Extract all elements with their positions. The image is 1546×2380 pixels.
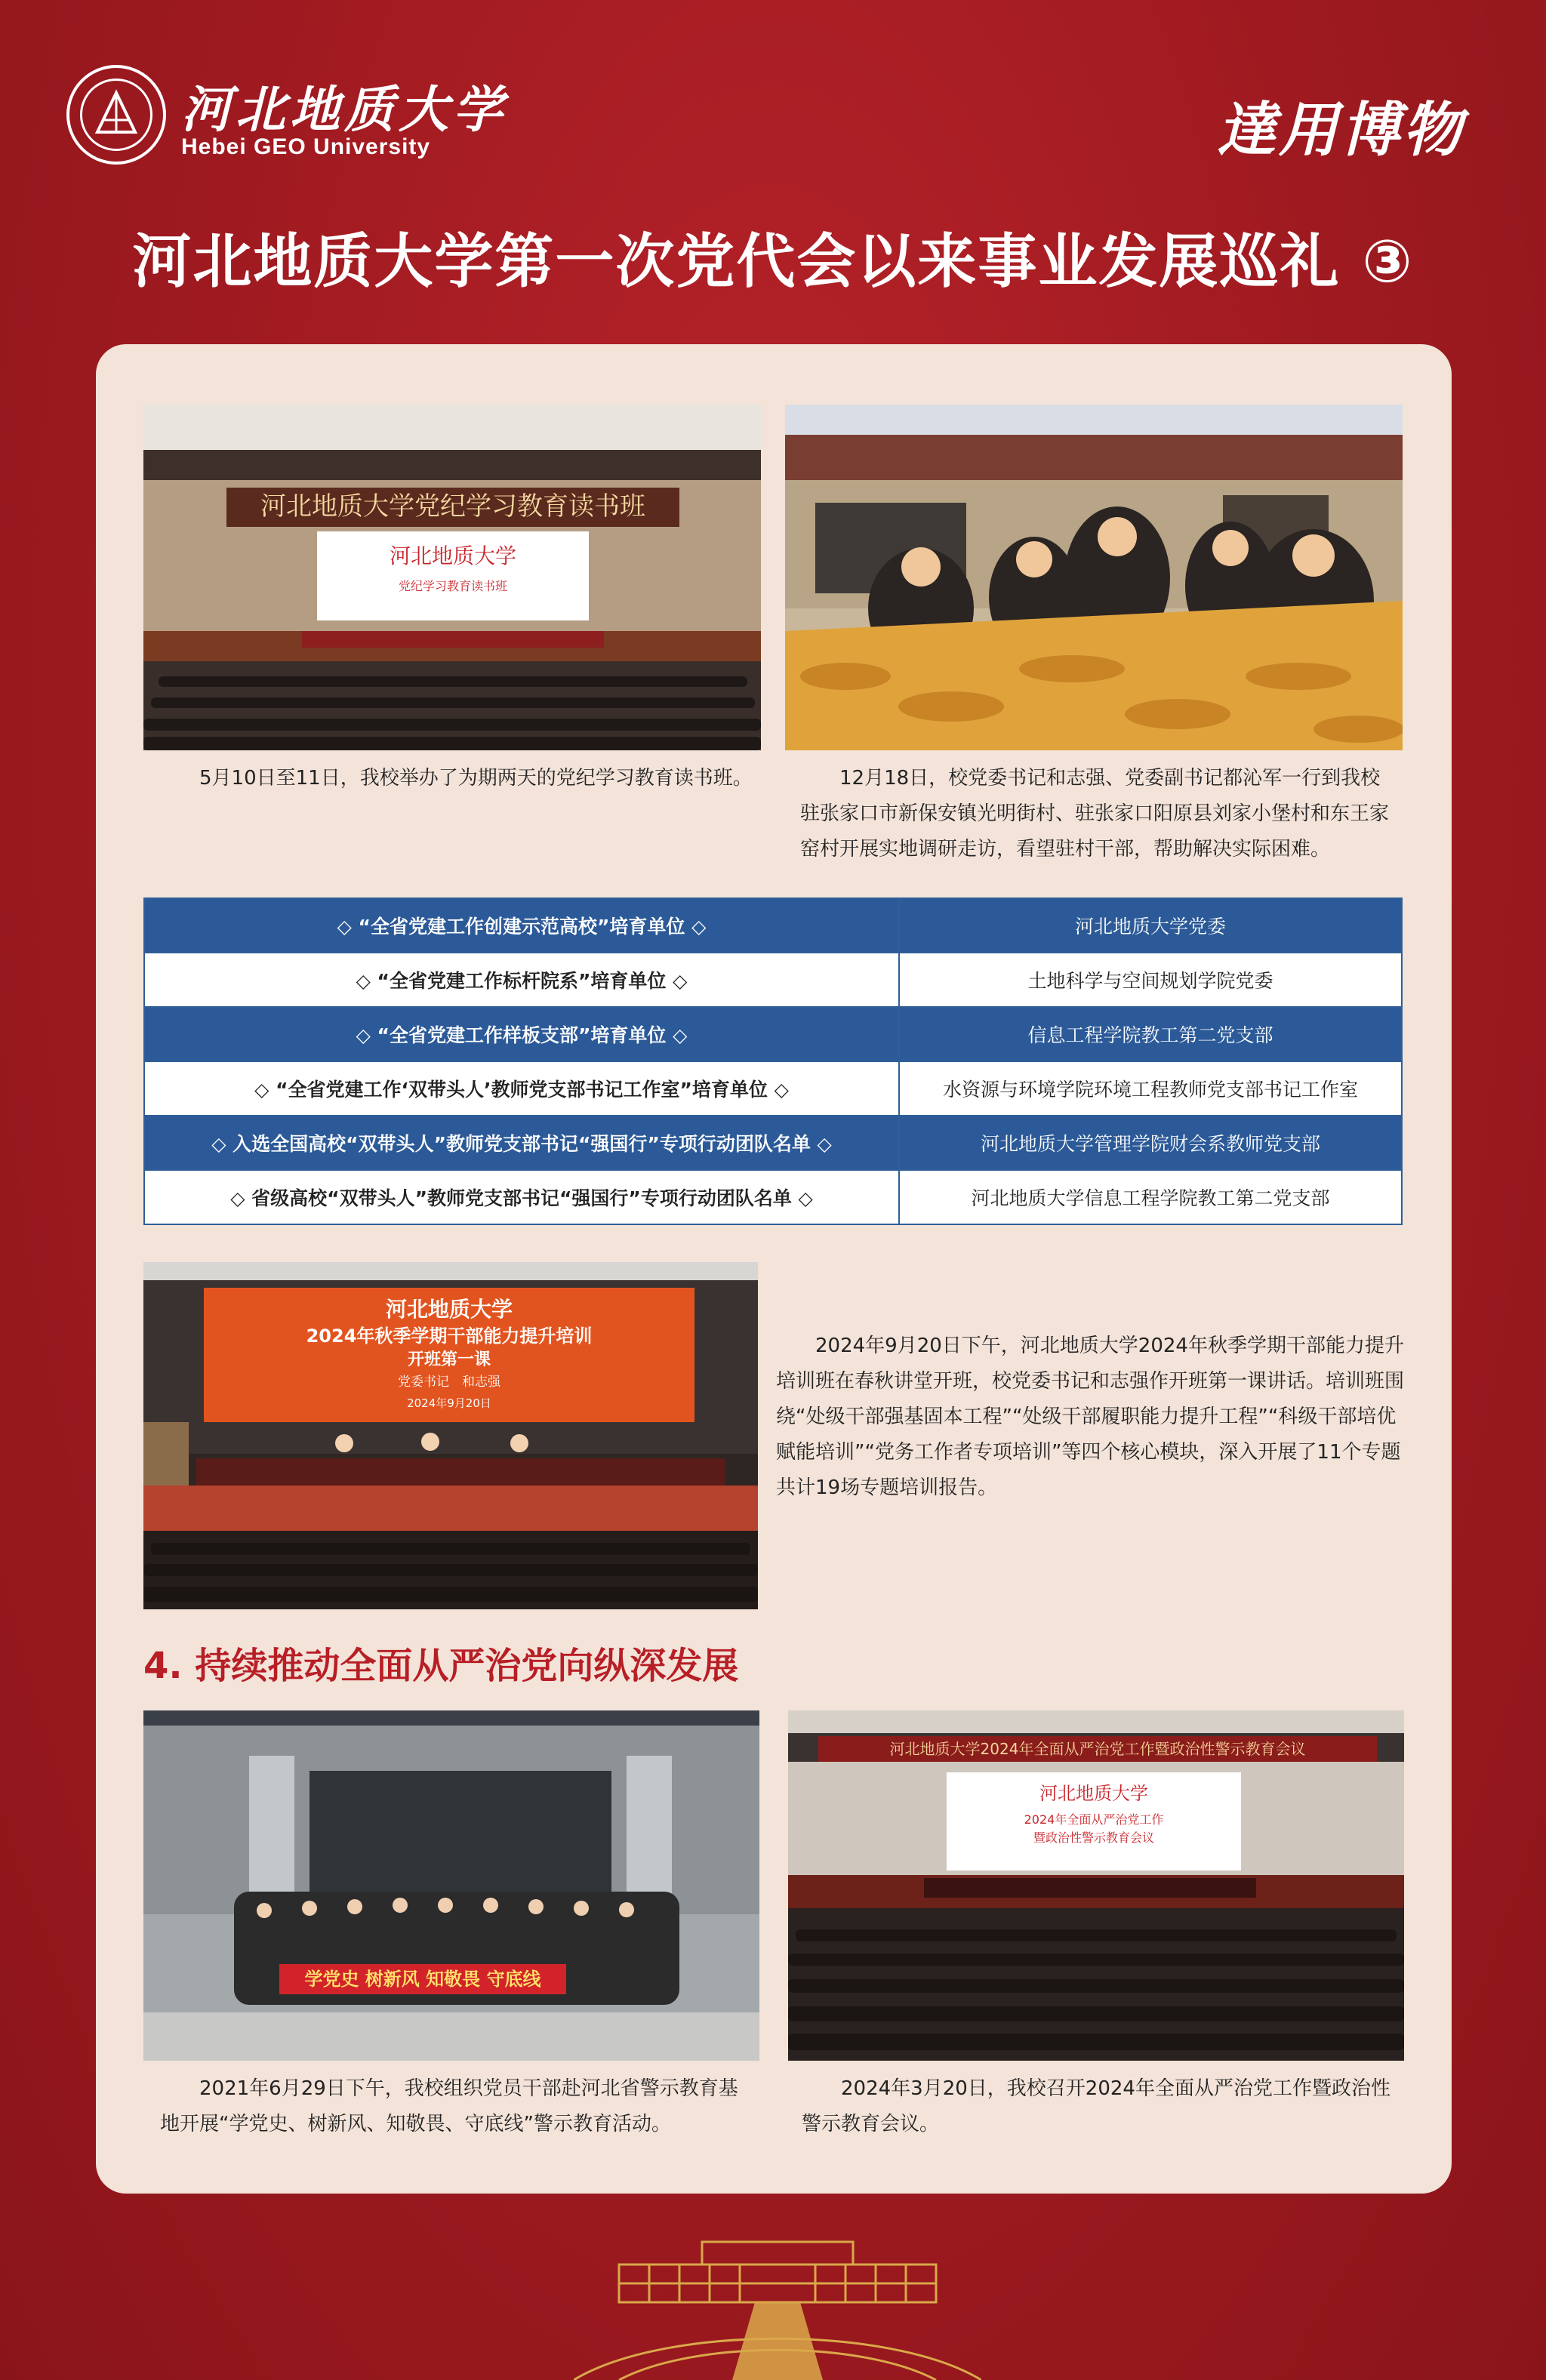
photo-warning-meeting	[788, 1710, 1404, 2061]
honor-unit: 河北地质大学管理学院财会系教师党支部	[899, 1116, 1402, 1170]
caption-village-visit: 12月18日，校党委书记和志强、党委副书记都沁军一行到我校驻张家口市新保安镇光明街村、驻张家口阳原县刘家小堡村和东王家窑村开展实地调研走访，看望驻村干部，帮助解决实际困难。	[800, 767, 1390, 861]
university-name-cn: 河北地质大学	[181, 80, 507, 139]
university-name-en: Hebei GEO University	[181, 134, 431, 159]
svg-text:河北地质大学: 河北地质大学	[385, 1297, 513, 1322]
page-title: 河北地质大学第一次党代会以来事业发展巡礼 ③	[132, 228, 1414, 296]
honor-unit: 河北地质大学党委	[899, 898, 1402, 953]
photo-group-warning-education	[143, 1710, 759, 2061]
caption-study-class: 5月10日至11日，我校举办了为期两天的党纪学习教育读书班。	[199, 767, 753, 790]
photo-training-class	[143, 1262, 758, 1609]
svg-text:河北地质大学: 河北地质大学	[389, 543, 517, 568]
svg-text:河北地质大学2024年全面从严治党工作暨政治性警示教育会议: 河北地质大学2024年全面从严治党工作暨政治性警示教育会议	[889, 1740, 1306, 1758]
table-row	[144, 1007, 1402, 1061]
svg-text:党纪学习教育读书班: 党纪学习教育读书班	[398, 579, 508, 593]
honors-table	[143, 898, 1403, 1225]
table-row	[144, 953, 1402, 1007]
svg-text:暨政治性警示教育会议: 暨政治性警示教育会议	[1033, 1830, 1155, 1845]
honor-unit: 土地科学与空间规划学院党委	[899, 953, 1402, 1007]
calligraphy-motto: 達用博物	[1216, 96, 1464, 165]
svg-text:2024年秋季学期干部能力提升培训: 2024年秋季学期干部能力提升培训	[306, 1325, 593, 1347]
honor-title: ◇ “全省党建工作标杆院系”培育单位 ◇	[144, 953, 899, 1007]
caption-warning-meeting: 2024年3月20日，我校召开2024年全面从严治党工作暨政治性警示教育会议。	[802, 2077, 1390, 2135]
caption-group-warning-education: 2021年6月29日下午，我校组织党员干部赴河北省警示教育基地开展“学党史、树新风、知敬畏、守底线”警示教育活动。	[160, 2077, 738, 2135]
table-row	[144, 1170, 1402, 1224]
mountain-logo-icon	[90, 88, 143, 141]
caption-training-class: 2024年9月20日下午，河北地质大学2024年秋季学期干部能力提升培训班在春秋讲堂开班，校党委书记和志强作开班第一课讲话。培训班围绕“处级干部强基固本工程”“处级干部履职能力提升工程”“科级干部培优赋能培训”“党务工作者专项培训”等四个核心模块，深入开展了11个专题共计19场专题培训报告。	[776, 1335, 1405, 1499]
svg-text:开班第一课: 开班第一课	[407, 1350, 491, 1369]
photo-study-class	[143, 405, 761, 750]
photo-village-visit	[785, 405, 1403, 750]
honor-title: ◇ 省级高校“双带头人”教师党支部书记“强国行”专项行动团队名单 ◇	[144, 1170, 899, 1224]
banner-text: 河北地质大学党纪学习教育读书班	[260, 491, 645, 522]
svg-text:2024年9月20日: 2024年9月20日	[407, 1396, 491, 1410]
table-row	[144, 898, 1402, 953]
honor-unit: 河北地质大学信息工程学院教工第二党支部	[899, 1170, 1402, 1224]
university-logo	[66, 65, 166, 165]
svg-text:2024年全面从严治党工作: 2024年全面从严治党工作	[1024, 1812, 1164, 1827]
honor-title: ◇ “全省党建工作样板支部”培育单位 ◇	[144, 1007, 899, 1061]
svg-text:学党史 树新风 知敬畏 守底线: 学党史 树新风 知敬畏 守底线	[304, 1969, 541, 1990]
honor-title: ◇ “全省党建工作创建示范高校”培育单位 ◇	[144, 898, 899, 953]
svg-text:党委书记 和志强: 党委书记 和志强	[398, 1375, 500, 1390]
honor-unit: 水资源与环境学院环境工程教师党支部书记工作室	[899, 1061, 1402, 1116]
campus-building-illustration	[574, 2234, 981, 2380]
table-row	[144, 1061, 1402, 1116]
honor-title: ◇ 入选全国高校“双带头人”教师党支部书记“强国行”专项行动团队名单 ◇	[144, 1116, 899, 1170]
honor-unit: 信息工程学院教工第二党支部	[899, 1007, 1402, 1061]
svg-text:河北地质大学: 河北地质大学	[1039, 1783, 1148, 1804]
honor-title: ◇ “全省党建工作‘双带头人’教师党支部书记工作室”培育单位 ◇	[144, 1061, 899, 1116]
section-heading: 4. 持续推动全面从严治党向纵深发展	[143, 1645, 739, 1687]
table-row	[144, 1116, 1402, 1170]
